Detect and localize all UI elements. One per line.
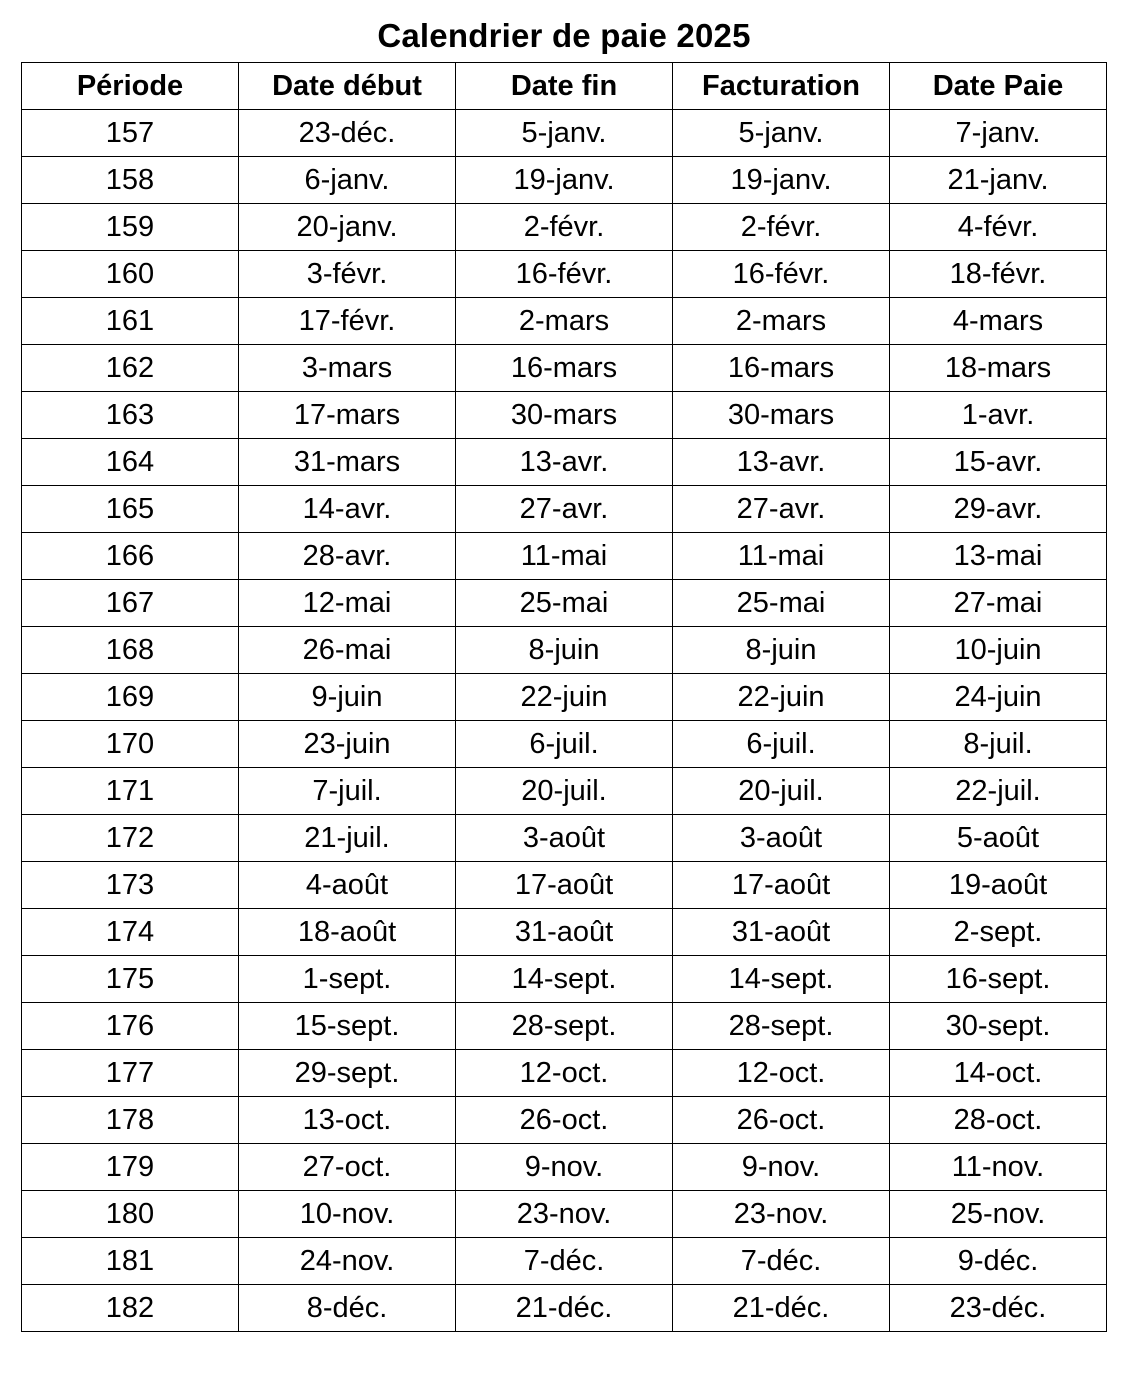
table-row: [22, 298, 1107, 345]
cell-periode: 181: [22, 1238, 239, 1285]
header-date-paie: Date Paie: [890, 63, 1107, 110]
cell-date-paie: 7-janv.: [890, 110, 1107, 157]
cell-date-paie: 18-mars: [890, 345, 1107, 392]
table-row: [22, 909, 1107, 956]
cell-date-fin: 14-sept.: [456, 956, 673, 1003]
cell-date-debut: 17-mars: [239, 392, 456, 439]
cell-periode: 161: [22, 298, 239, 345]
cell-date-paie: 16-sept.: [890, 956, 1107, 1003]
cell-periode: 167: [22, 580, 239, 627]
cell-periode: 158: [22, 157, 239, 204]
cell-date-debut: 13-oct.: [239, 1097, 456, 1144]
cell-date-paie: 21-janv.: [890, 157, 1107, 204]
cell-date-fin: 17-août: [456, 862, 673, 909]
cell-date-fin: 2-mars: [456, 298, 673, 345]
table-row: [22, 157, 1107, 204]
table-row: [22, 486, 1107, 533]
table-row: [22, 1050, 1107, 1097]
cell-date-fin: 8-juin: [456, 627, 673, 674]
cell-date-paie: 25-nov.: [890, 1191, 1107, 1238]
cell-periode: 174: [22, 909, 239, 956]
cell-facturation: 19-janv.: [673, 157, 890, 204]
cell-date-fin: 12-oct.: [456, 1050, 673, 1097]
cell-facturation: 30-mars: [673, 392, 890, 439]
cell-date-paie: 1-avr.: [890, 392, 1107, 439]
cell-date-debut: 6-janv.: [239, 157, 456, 204]
cell-periode: 165: [22, 486, 239, 533]
table-row: [22, 1285, 1107, 1332]
table-row: [22, 815, 1107, 862]
cell-date-debut: 24-nov.: [239, 1238, 456, 1285]
cell-periode: 179: [22, 1144, 239, 1191]
cell-date-debut: 1-sept.: [239, 956, 456, 1003]
table-row: [22, 721, 1107, 768]
header-date-debut: Date début: [239, 63, 456, 110]
cell-date-debut: 18-août: [239, 909, 456, 956]
cell-date-fin: 2-févr.: [456, 204, 673, 251]
header-row: [22, 63, 1107, 110]
cell-date-fin: 30-mars: [456, 392, 673, 439]
cell-facturation: 9-nov.: [673, 1144, 890, 1191]
cell-periode: 164: [22, 439, 239, 486]
cell-facturation: 3-août: [673, 815, 890, 862]
cell-date-paie: 19-août: [890, 862, 1107, 909]
table-row: [22, 533, 1107, 580]
cell-periode: 173: [22, 862, 239, 909]
table-row: [22, 110, 1107, 157]
cell-date-fin: 20-juil.: [456, 768, 673, 815]
cell-date-fin: 16-févr.: [456, 251, 673, 298]
cell-facturation: 2-mars: [673, 298, 890, 345]
cell-date-fin: 7-déc.: [456, 1238, 673, 1285]
cell-date-debut: 10-nov.: [239, 1191, 456, 1238]
cell-facturation: 5-janv.: [673, 110, 890, 157]
cell-date-paie: 8-juil.: [890, 721, 1107, 768]
cell-date-debut: 9-juin: [239, 674, 456, 721]
cell-facturation: 7-déc.: [673, 1238, 890, 1285]
cell-date-debut: 21-juil.: [239, 815, 456, 862]
cell-date-paie: 27-mai: [890, 580, 1107, 627]
cell-date-paie: 2-sept.: [890, 909, 1107, 956]
cell-periode: 175: [22, 956, 239, 1003]
table-row: [22, 251, 1107, 298]
cell-date-paie: 24-juin: [890, 674, 1107, 721]
cell-periode: 160: [22, 251, 239, 298]
cell-facturation: 26-oct.: [673, 1097, 890, 1144]
cell-date-debut: 12-mai: [239, 580, 456, 627]
table-body: [22, 110, 1107, 1332]
cell-periode: 170: [22, 721, 239, 768]
cell-date-debut: 27-oct.: [239, 1144, 456, 1191]
cell-periode: 159: [22, 204, 239, 251]
cell-facturation: 13-avr.: [673, 439, 890, 486]
cell-date-paie: 14-oct.: [890, 1050, 1107, 1097]
cell-periode: 166: [22, 533, 239, 580]
cell-facturation: 28-sept.: [673, 1003, 890, 1050]
cell-facturation: 2-févr.: [673, 204, 890, 251]
cell-facturation: 6-juil.: [673, 721, 890, 768]
cell-date-debut: 17-févr.: [239, 298, 456, 345]
cell-periode: 169: [22, 674, 239, 721]
cell-facturation: 17-août: [673, 862, 890, 909]
cell-date-paie: 28-oct.: [890, 1097, 1107, 1144]
cell-date-paie: 13-mai: [890, 533, 1107, 580]
cell-facturation: 23-nov.: [673, 1191, 890, 1238]
cell-date-paie: 11-nov.: [890, 1144, 1107, 1191]
cell-date-debut: 31-mars: [239, 439, 456, 486]
cell-date-fin: 23-nov.: [456, 1191, 673, 1238]
table-row: [22, 1144, 1107, 1191]
table-row: [22, 204, 1107, 251]
cell-date-paie: 29-avr.: [890, 486, 1107, 533]
cell-date-paie: 23-déc.: [890, 1285, 1107, 1332]
cell-periode: 168: [22, 627, 239, 674]
table-row: [22, 439, 1107, 486]
cell-date-fin: 16-mars: [456, 345, 673, 392]
cell-date-fin: 28-sept.: [456, 1003, 673, 1050]
cell-periode: 172: [22, 815, 239, 862]
cell-periode: 180: [22, 1191, 239, 1238]
cell-date-debut: 29-sept.: [239, 1050, 456, 1097]
table-row: [22, 956, 1107, 1003]
table-row: [22, 768, 1107, 815]
cell-periode: 163: [22, 392, 239, 439]
cell-date-paie: 5-août: [890, 815, 1107, 862]
table-row: [22, 862, 1107, 909]
cell-periode: 157: [22, 110, 239, 157]
table-row: [22, 580, 1107, 627]
table-row: [22, 392, 1107, 439]
table-row: [22, 1003, 1107, 1050]
cell-date-paie: 18-févr.: [890, 251, 1107, 298]
cell-date-fin: 3-août: [456, 815, 673, 862]
cell-date-debut: 7-juil.: [239, 768, 456, 815]
cell-date-paie: 10-juin: [890, 627, 1107, 674]
cell-date-fin: 9-nov.: [456, 1144, 673, 1191]
cell-date-debut: 20-janv.: [239, 204, 456, 251]
cell-periode: 176: [22, 1003, 239, 1050]
cell-date-fin: 27-avr.: [456, 486, 673, 533]
cell-date-debut: 3-févr.: [239, 251, 456, 298]
cell-date-paie: 22-juil.: [890, 768, 1107, 815]
cell-date-fin: 6-juil.: [456, 721, 673, 768]
cell-periode: 177: [22, 1050, 239, 1097]
cell-date-fin: 26-oct.: [456, 1097, 673, 1144]
cell-date-fin: 5-janv.: [456, 110, 673, 157]
cell-periode: 162: [22, 345, 239, 392]
cell-facturation: 11-mai: [673, 533, 890, 580]
header-facturation: Facturation: [673, 63, 890, 110]
cell-date-debut: 23-juin: [239, 721, 456, 768]
cell-facturation: 12-oct.: [673, 1050, 890, 1097]
cell-facturation: 22-juin: [673, 674, 890, 721]
cell-date-debut: 14-avr.: [239, 486, 456, 533]
cell-periode: 171: [22, 768, 239, 815]
cell-facturation: 27-avr.: [673, 486, 890, 533]
cell-date-fin: 22-juin: [456, 674, 673, 721]
cell-date-debut: 15-sept.: [239, 1003, 456, 1050]
cell-date-fin: 19-janv.: [456, 157, 673, 204]
cell-date-debut: 26-mai: [239, 627, 456, 674]
table-row: [22, 1191, 1107, 1238]
cell-date-paie: 9-déc.: [890, 1238, 1107, 1285]
cell-date-debut: 4-août: [239, 862, 456, 909]
cell-date-debut: 28-avr.: [239, 533, 456, 580]
cell-date-fin: 21-déc.: [456, 1285, 673, 1332]
cell-facturation: 21-déc.: [673, 1285, 890, 1332]
cell-date-paie: 4-févr.: [890, 204, 1107, 251]
cell-date-debut: 3-mars: [239, 345, 456, 392]
table-row: [22, 1238, 1107, 1285]
cell-date-fin: 25-mai: [456, 580, 673, 627]
payroll-calendar-table: [21, 62, 1107, 1332]
cell-facturation: 8-juin: [673, 627, 890, 674]
page-title: Calendrier de paie 2025: [377, 17, 751, 54]
cell-periode: 182: [22, 1285, 239, 1332]
cell-date-paie: 15-avr.: [890, 439, 1107, 486]
cell-date-paie: 4-mars: [890, 298, 1107, 345]
table-row: [22, 345, 1107, 392]
cell-facturation: 14-sept.: [673, 956, 890, 1003]
cell-date-debut: 23-déc.: [239, 110, 456, 157]
cell-date-debut: 8-déc.: [239, 1285, 456, 1332]
cell-facturation: 31-août: [673, 909, 890, 956]
header-date-fin: Date fin: [456, 63, 673, 110]
cell-facturation: 25-mai: [673, 580, 890, 627]
cell-date-fin: 11-mai: [456, 533, 673, 580]
cell-facturation: 16-févr.: [673, 251, 890, 298]
table-row: [22, 627, 1107, 674]
table-row: [22, 674, 1107, 721]
table-row: [22, 1097, 1107, 1144]
cell-date-fin: 13-avr.: [456, 439, 673, 486]
cell-periode: 178: [22, 1097, 239, 1144]
cell-facturation: 16-mars: [673, 345, 890, 392]
cell-date-paie: 30-sept.: [890, 1003, 1107, 1050]
cell-date-fin: 31-août: [456, 909, 673, 956]
header-periode: Période: [22, 63, 239, 110]
cell-facturation: 20-juil.: [673, 768, 890, 815]
table-header: [22, 63, 1107, 110]
